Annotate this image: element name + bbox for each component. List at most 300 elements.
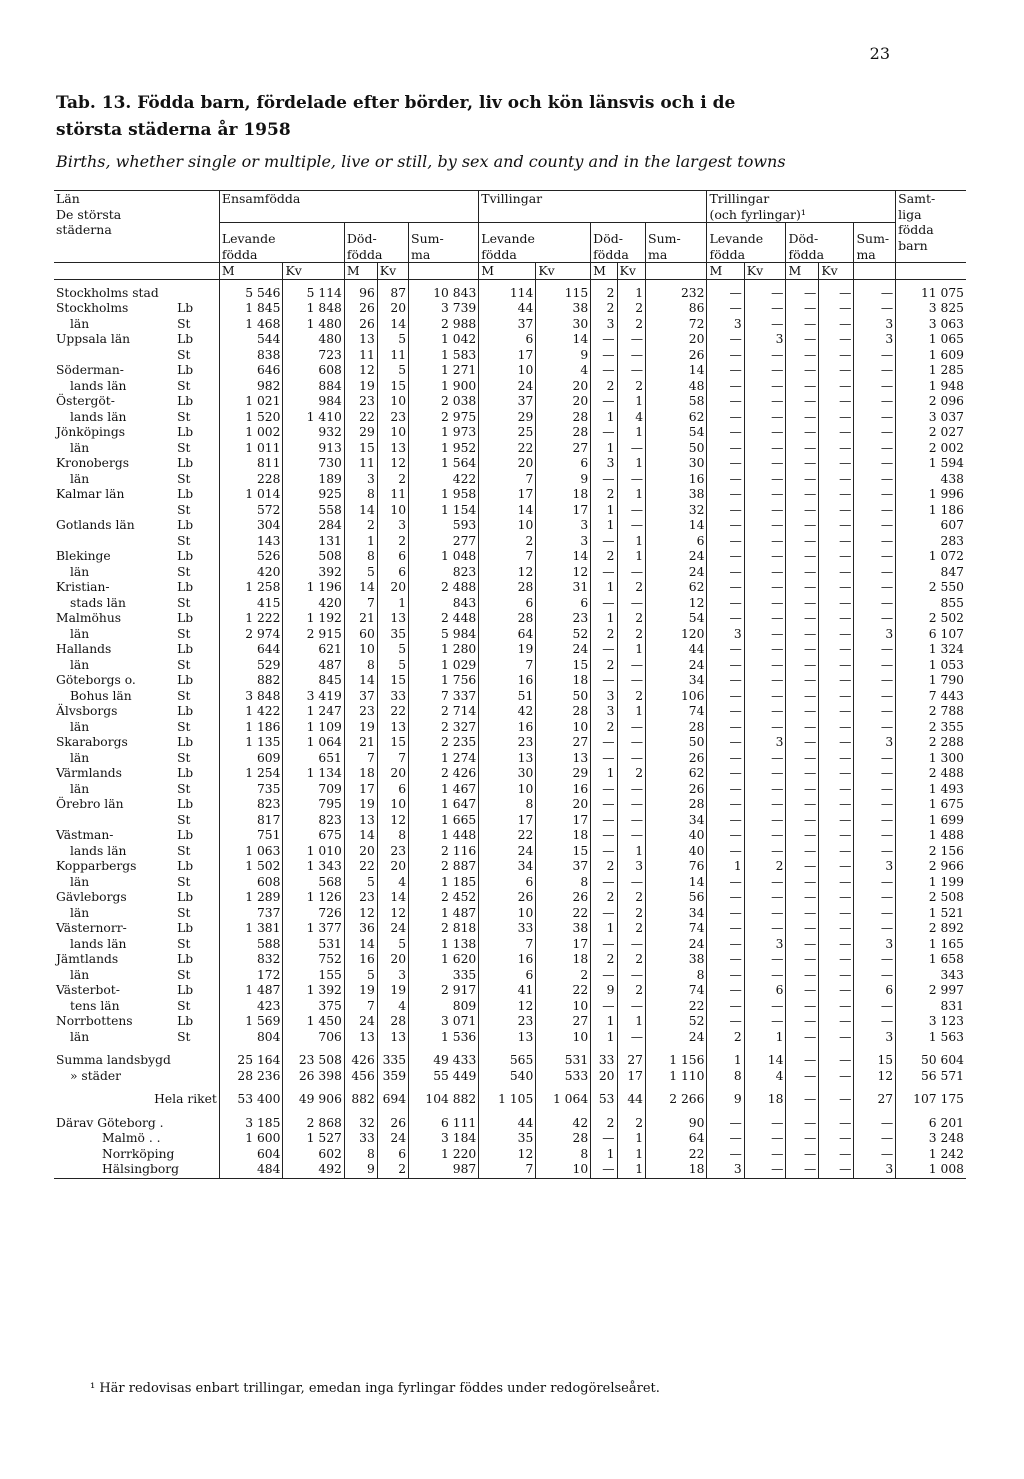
cell: —	[591, 472, 617, 488]
cell: 50	[646, 735, 707, 751]
cell: —	[786, 704, 819, 720]
cell: 52	[536, 627, 591, 643]
row-sub: St	[177, 688, 191, 703]
cell: 8	[536, 1147, 591, 1163]
cell: —	[854, 642, 896, 658]
cell: —	[819, 735, 854, 751]
cell: 2	[591, 487, 617, 503]
cell: 2 027	[896, 425, 966, 441]
cell: 1	[617, 844, 646, 860]
cell: 23	[377, 410, 408, 426]
cell: —	[786, 1053, 819, 1069]
cell: 27	[854, 1092, 896, 1108]
row-label: Västerbot-	[56, 983, 120, 997]
row-label: Göteborgs o.	[56, 673, 136, 687]
cell: —	[591, 813, 617, 829]
cell: 24	[479, 379, 536, 395]
cell: 423	[219, 999, 283, 1015]
cell: 64	[479, 627, 536, 643]
county-row	[54, 921, 966, 937]
cell: —	[744, 379, 786, 395]
cell: 1 011	[219, 441, 283, 457]
cell: —	[707, 410, 744, 426]
cell: 28	[479, 611, 536, 627]
cell: —	[744, 301, 786, 317]
cell: —	[819, 859, 854, 875]
row-sub: St	[177, 347, 191, 362]
cell: —	[854, 1116, 896, 1132]
cell: 2 426	[409, 766, 479, 782]
cell: —	[591, 999, 617, 1015]
cell: —	[707, 735, 744, 751]
cell: —	[786, 952, 819, 968]
cell: —	[744, 828, 786, 844]
cell: 1	[591, 503, 617, 519]
cell: 5	[377, 363, 408, 379]
cell: 3	[377, 518, 408, 534]
cell: —	[744, 286, 786, 302]
cell: 7	[344, 751, 377, 767]
cell: 3	[744, 332, 786, 348]
cell: 2 266	[646, 1092, 707, 1108]
cell: —	[707, 348, 744, 364]
cell: —	[854, 999, 896, 1015]
cell: 1 564	[409, 456, 479, 472]
cell: —	[819, 720, 854, 736]
cell: —	[819, 1014, 854, 1030]
cell: —	[819, 611, 854, 627]
cell: —	[786, 720, 819, 736]
cell: 2	[591, 720, 617, 736]
cell: —	[707, 797, 744, 813]
county-row	[54, 425, 966, 441]
cell: 1 135	[219, 735, 283, 751]
header-lan-text: Län	[56, 191, 80, 206]
cell: 26	[646, 751, 707, 767]
cell: 38	[536, 921, 591, 937]
cell: 5	[344, 968, 377, 984]
cell: 3	[744, 735, 786, 751]
cell: —	[786, 999, 819, 1015]
cell: 120	[646, 627, 707, 643]
row-sub: Lb	[177, 704, 194, 718]
cell: 2	[617, 689, 646, 705]
cell: 34	[646, 813, 707, 829]
cell: —	[591, 673, 617, 689]
header-trill2-text: (och fyrlingar)¹	[709, 206, 806, 222]
cell: 644	[219, 642, 283, 658]
cell: —	[819, 890, 854, 906]
cell: —	[786, 518, 819, 534]
row-label: län	[70, 440, 90, 455]
cell: —	[707, 487, 744, 503]
cell: 3	[707, 627, 744, 643]
cell: 24	[646, 565, 707, 581]
cell: 283	[896, 534, 966, 550]
cell: —	[819, 379, 854, 395]
cell: —	[707, 456, 744, 472]
row-sub: Lb	[177, 735, 194, 749]
cell: 15	[536, 658, 591, 674]
cell: 44	[617, 1092, 646, 1108]
cell: 2 887	[409, 859, 479, 875]
cell: —	[707, 441, 744, 457]
cell: 17	[536, 503, 591, 519]
cell: 16	[479, 673, 536, 689]
cell: —	[786, 332, 819, 348]
cell: 30	[646, 456, 707, 472]
cell: 1 029	[409, 658, 479, 674]
cell: 107 175	[896, 1092, 966, 1108]
cell: —	[854, 1131, 896, 1147]
county-row	[54, 332, 966, 348]
cell: 2	[617, 611, 646, 627]
row-label: lands län	[70, 378, 127, 393]
cell: —	[744, 921, 786, 937]
cell: 1 675	[896, 797, 966, 813]
table-subtitle: Births, whether single or multiple, live or still, by sex and county and in the largest towns	[56, 152, 786, 171]
cell: 7	[479, 1162, 536, 1178]
cell: 18	[744, 1092, 786, 1108]
cell: 15	[536, 844, 591, 860]
cell: 23	[479, 1014, 536, 1030]
cell: 1 521	[896, 906, 966, 922]
cell: —	[854, 534, 896, 550]
row-sub: St	[177, 874, 191, 889]
cell: —	[786, 766, 819, 782]
county-row	[54, 673, 966, 689]
cell: —	[707, 875, 744, 891]
cell: 21	[344, 735, 377, 751]
cell: 1 185	[409, 875, 479, 891]
header-samt1: Samt-	[898, 191, 936, 206]
county-row	[54, 751, 966, 767]
cell: 8	[344, 658, 377, 674]
cell: 8	[344, 1147, 377, 1163]
county-row	[54, 828, 966, 844]
header-tv-summa: Sum- ma	[646, 223, 707, 263]
cell: —	[854, 921, 896, 937]
cell: 2 975	[409, 410, 479, 426]
cell: 284	[283, 518, 344, 534]
cell: —	[744, 1116, 786, 1132]
cell: —	[707, 968, 744, 984]
cell: 28	[536, 425, 591, 441]
header-ens-summa: Sum- ma	[409, 223, 479, 263]
cell: 9	[707, 1092, 744, 1108]
cell: —	[617, 828, 646, 844]
cell: —	[707, 425, 744, 441]
cell: —	[786, 968, 819, 984]
cell: 37	[536, 859, 591, 875]
cell: —	[591, 565, 617, 581]
county-row	[54, 937, 966, 953]
cell: 10	[479, 906, 536, 922]
cell: —	[786, 317, 819, 333]
cell: 1	[591, 766, 617, 782]
cell: 565	[479, 1053, 536, 1069]
row-sub: Lb	[177, 952, 194, 966]
row-label: Jönköpings	[56, 425, 126, 439]
cell: 831	[896, 999, 966, 1015]
cell: 1 271	[409, 363, 479, 379]
cell: —	[707, 658, 744, 674]
cell: 28	[646, 797, 707, 813]
cell: 17	[479, 487, 536, 503]
cell: 62	[646, 410, 707, 426]
cell: —	[854, 890, 896, 906]
cell: 529	[219, 658, 283, 674]
cell: 15	[377, 735, 408, 751]
cell: 20	[344, 844, 377, 860]
header-ens-dodfodda: Död- födda	[344, 223, 408, 263]
cell: 44	[646, 642, 707, 658]
cell: —	[591, 828, 617, 844]
cell: 9	[536, 472, 591, 488]
cell: —	[707, 828, 744, 844]
county-row	[54, 580, 966, 596]
cell: 3 739	[409, 301, 479, 317]
cell: 232	[646, 286, 707, 302]
cell: —	[786, 658, 819, 674]
cell: 882	[344, 1092, 377, 1108]
cell: 2	[591, 627, 617, 643]
cell: 1	[591, 410, 617, 426]
cell: 23	[344, 890, 377, 906]
cell: —	[707, 565, 744, 581]
cell: 609	[219, 751, 283, 767]
cell: 131	[283, 534, 344, 550]
cell: 20	[536, 379, 591, 395]
cell: —	[786, 549, 819, 565]
cell: 22	[646, 1147, 707, 1163]
cell: 1 065	[896, 332, 966, 348]
cell: 17	[344, 782, 377, 798]
cell: 1 600	[219, 1131, 283, 1147]
row-label: län	[70, 967, 90, 982]
cell: —	[707, 1014, 744, 1030]
cell: 3 825	[896, 301, 966, 317]
cell: —	[707, 394, 744, 410]
cell: 832	[219, 952, 283, 968]
cell: —	[591, 797, 617, 813]
cell: 20	[377, 580, 408, 596]
cell: —	[819, 503, 854, 519]
cell: 823	[219, 797, 283, 813]
cell: 3	[854, 1162, 896, 1178]
cell: 1 300	[896, 751, 966, 767]
county-rows	[54, 286, 966, 1179]
cell: 5 984	[409, 627, 479, 643]
cell: 189	[283, 472, 344, 488]
cell: —	[707, 549, 744, 565]
cell: —	[591, 425, 617, 441]
cell: —	[854, 456, 896, 472]
cell: —	[819, 1053, 854, 1069]
cell: 4	[377, 875, 408, 891]
city-row	[54, 1147, 966, 1163]
row-sub: St	[177, 781, 191, 796]
cell: 838	[219, 348, 283, 364]
cell: 34	[646, 906, 707, 922]
cell: 3 063	[896, 317, 966, 333]
cell: 1 014	[219, 487, 283, 503]
cell: —	[854, 797, 896, 813]
county-row	[54, 859, 966, 875]
cell: —	[744, 1014, 786, 1030]
cell: 913	[283, 441, 344, 457]
cell: 1 064	[283, 735, 344, 751]
row-sub: Lb	[177, 673, 194, 687]
cell: —	[786, 1014, 819, 1030]
cell: 33	[479, 921, 536, 937]
row-label: Skaraborgs	[56, 735, 128, 749]
cell: —	[617, 565, 646, 581]
header-tr-dodfodda: Död- födda	[786, 223, 854, 263]
cell: 87	[377, 286, 408, 302]
cell: 23	[479, 735, 536, 751]
cell: —	[854, 720, 896, 736]
cell: 18	[344, 766, 377, 782]
cell: —	[707, 937, 744, 953]
cell: 12	[646, 596, 707, 612]
cell: 882	[219, 673, 283, 689]
cell: 17	[479, 813, 536, 829]
county-row	[54, 472, 966, 488]
cell: —	[707, 952, 744, 968]
cell: 10	[536, 1030, 591, 1046]
cell: 54	[646, 611, 707, 627]
cell: 22	[377, 704, 408, 720]
row-sub: St	[177, 812, 191, 827]
city-row	[54, 1162, 966, 1178]
cell: —	[744, 797, 786, 813]
cell: —	[744, 658, 786, 674]
cell: 32	[344, 1116, 377, 1132]
cell: 2	[591, 890, 617, 906]
row-label: lands län	[70, 936, 127, 951]
county-row	[54, 642, 966, 658]
cell: 11	[377, 348, 408, 364]
row-sub: Lb	[177, 828, 194, 842]
cell: 2 714	[409, 704, 479, 720]
cell: 925	[283, 487, 344, 503]
cell: —	[819, 937, 854, 953]
cell: 24	[536, 642, 591, 658]
cell: 40	[646, 844, 707, 860]
cell: 3	[854, 317, 896, 333]
cell: 22	[536, 906, 591, 922]
cell: 607	[896, 518, 966, 534]
cell: —	[786, 472, 819, 488]
cell: 26	[646, 782, 707, 798]
cell: 13	[377, 1030, 408, 1046]
cell: 823	[283, 813, 344, 829]
cell: 7	[479, 472, 536, 488]
cell: 1 377	[283, 921, 344, 937]
cell: —	[591, 1162, 617, 1178]
cell: 28 236	[219, 1069, 283, 1085]
cell: 343	[896, 968, 966, 984]
table-title	[56, 90, 916, 144]
cell: 2 892	[896, 921, 966, 937]
cell: —	[819, 580, 854, 596]
cell: 608	[219, 875, 283, 891]
cell: —	[744, 1131, 786, 1147]
cell: 3	[591, 456, 617, 472]
header-samt3: födda	[898, 222, 934, 237]
cell: —	[854, 844, 896, 860]
cell: —	[707, 704, 744, 720]
cell: 5	[377, 332, 408, 348]
cell: 3	[854, 332, 896, 348]
cell: —	[617, 968, 646, 984]
cell: 14	[536, 332, 591, 348]
cell: 10	[377, 425, 408, 441]
cell: 19	[344, 720, 377, 736]
cell: 6	[744, 983, 786, 999]
cell: 694	[377, 1092, 408, 1108]
title-line-2: största städerna år 1958	[56, 120, 291, 140]
county-row	[54, 627, 966, 643]
cell: 22	[646, 999, 707, 1015]
cell: 16	[479, 952, 536, 968]
cell: 16	[479, 720, 536, 736]
cell: 27	[536, 441, 591, 457]
cell: —	[707, 751, 744, 767]
county-row	[54, 735, 966, 751]
cell: 7	[479, 658, 536, 674]
row-sub: Lb	[177, 518, 194, 532]
cell: 540	[479, 1069, 536, 1085]
cell: —	[786, 1092, 819, 1108]
header-trillingar	[707, 191, 896, 223]
cell: 1	[617, 456, 646, 472]
cell: 14	[344, 503, 377, 519]
cell: —	[617, 363, 646, 379]
cell: 1 110	[646, 1069, 707, 1085]
cell: —	[819, 565, 854, 581]
cell: 3	[536, 534, 591, 550]
header-stader-text: städerna	[56, 222, 112, 237]
cell: —	[786, 1030, 819, 1046]
cell: 1 488	[896, 828, 966, 844]
cell: 96	[344, 286, 377, 302]
cell: 335	[377, 1053, 408, 1069]
cell: 1	[591, 580, 617, 596]
cell: 7	[479, 549, 536, 565]
row-sub: St	[177, 564, 191, 579]
cell: 1 258	[219, 580, 283, 596]
cell: —	[819, 797, 854, 813]
cell: 1 845	[219, 301, 283, 317]
cell: 1 450	[283, 1014, 344, 1030]
cell: 2	[377, 1162, 408, 1178]
cell: —	[707, 332, 744, 348]
cell: 3 248	[896, 1131, 966, 1147]
cell: 2	[591, 549, 617, 565]
cell: 30	[536, 317, 591, 333]
cell: 1 186	[219, 720, 283, 736]
cell: 1 647	[409, 797, 479, 813]
cell: 19	[344, 797, 377, 813]
cell: 1	[617, 1131, 646, 1147]
row-sub: Lb	[177, 425, 194, 439]
cell: 14	[479, 503, 536, 519]
cell: 811	[219, 456, 283, 472]
cell: 2	[617, 766, 646, 782]
cell: —	[786, 286, 819, 302]
